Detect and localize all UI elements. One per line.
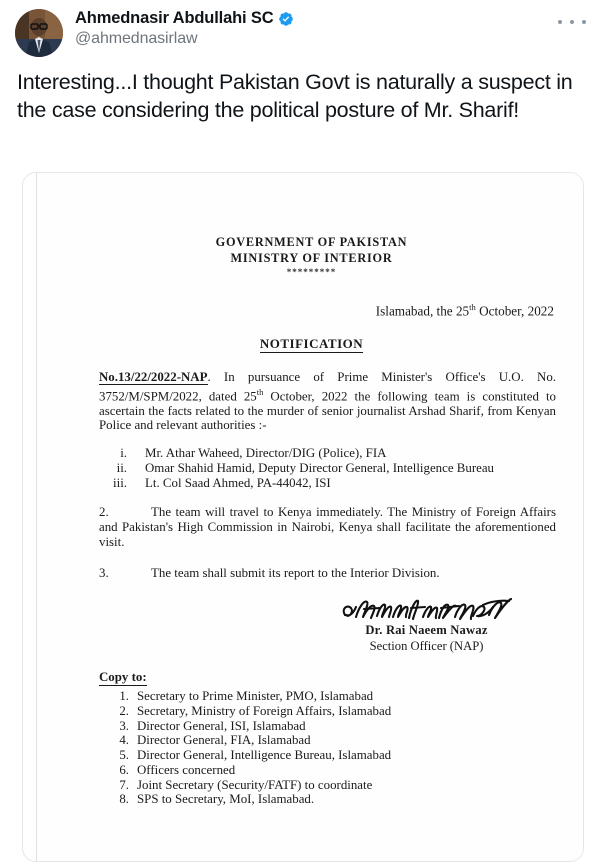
list-item [99, 778, 556, 793]
copy-to-section [99, 670, 556, 807]
scanned-document-image[interactable] [36, 173, 584, 862]
list-number: 6. [119, 762, 129, 777]
document-date [37, 302, 584, 319]
list-item [99, 719, 556, 734]
signatory-title: Section Officer (NAP) [369, 638, 484, 653]
verified-badge-icon [278, 11, 294, 27]
list-numeral: i. [120, 446, 127, 461]
list-text: Secretary, Ministry of Foreign Affairs, Islamabad [137, 704, 392, 719]
document-body [37, 173, 584, 807]
paragraph-2-number: 2. [99, 505, 109, 520]
dot [558, 20, 562, 24]
paragraph-3-text: The team shall submit its report to the Interior Division. [151, 566, 440, 581]
display-name[interactable]: Ahmednasir Abdullahi SC [75, 9, 274, 27]
paragraph-2-text: The team will travel to Kenya immediately. The Ministry of Foreign Affairs and Pakistan's High Commission in Nairobi, Kenya shall facilitate the aforementioned visit. [99, 505, 556, 549]
list-item [99, 763, 556, 778]
copy-to-heading: Copy to: [99, 670, 147, 687]
list-text: Lt. Col Saad Ahmed, PA-44042, ISI [145, 475, 331, 490]
reference-number: No.13/22/2022-NAP [99, 370, 208, 385]
tweet-header [0, 0, 602, 56]
avatar[interactable] [15, 9, 63, 57]
list-item [99, 689, 556, 704]
list-number: 3. [119, 718, 129, 733]
list-item [99, 748, 556, 763]
paragraph-1-part-a: . In pursuance of Prime Minister's Office's U.O. No. 3752/M/SPM/2022, dated 25 [99, 370, 556, 404]
list-item [99, 733, 556, 748]
list-item [99, 476, 556, 491]
tweet-text: Interesting...I thought Pakistan Govt is naturally a suspect in the case considering the political posture of Mr. Sharif! [17, 70, 579, 122]
date-suffix: October, 2022 [475, 303, 554, 319]
document-title [37, 336, 584, 352]
list-text: Omar Shahid Hamid, Deputy Director General, Intelligence Bureau [145, 460, 494, 475]
document-paragraph-1 [99, 370, 556, 433]
letterhead-line-2: MINISTRY OF INTERIOR [230, 250, 393, 265]
dot [582, 20, 586, 24]
tweet-media-card[interactable] [22, 172, 584, 862]
list-number: 5. [119, 748, 129, 763]
letterhead-line-1: GOVERNMENT OF PAKISTAN [215, 235, 408, 249]
list-item [99, 704, 556, 719]
document-paragraph-3 [99, 566, 556, 581]
date-prefix: Islamabad, the 25 [375, 303, 470, 319]
document-title-text: NOTIFICATION [259, 336, 364, 352]
paragraph-1-part-b: October, 2022 the following team is constituted to ascertain the facts related to the murder of senior journalist Arshad Sharif, from Kenyan Police and relevant authorities :- [99, 389, 557, 433]
list-text: Officers concerned [137, 762, 236, 777]
star-divider: ********* [286, 267, 337, 277]
list-number: 1. [119, 689, 129, 704]
list-number: 4. [119, 733, 129, 748]
list-text: Joint Secretary (Security/FATF) to coordinate [137, 777, 373, 792]
paragraph-3-number: 3. [99, 566, 109, 581]
paragraph-1-ordinal-suffix: th [256, 386, 264, 397]
date-ordinal-suffix: th [469, 302, 476, 312]
more-options-icon[interactable] [558, 13, 586, 31]
list-text: Director General, ISI, Islamabad [137, 718, 306, 733]
list-numeral: ii. [116, 460, 127, 475]
signatory-name: Dr. Rai Naeem Nawaz [365, 622, 488, 637]
list-number: 8. [119, 792, 129, 807]
list-text: Secretary to Prime Minister, PMO, Islamabad [137, 689, 374, 704]
document-letterhead [37, 235, 584, 266]
list-number: 2. [119, 704, 129, 719]
signature-block [37, 595, 584, 654]
document-paragraph-2 [99, 505, 556, 549]
copy-to-heading-wrap [99, 670, 556, 687]
list-text: Director General, Intelligence Bureau, Islamabad [137, 748, 392, 763]
identity-block [75, 8, 294, 48]
list-text: Mr. Athar Waheed, Director/DIG (Police), FIA [145, 446, 387, 461]
list-item [99, 461, 556, 476]
team-member-list [99, 446, 556, 490]
list-item [99, 792, 556, 807]
list-numeral: iii. [113, 475, 127, 490]
copy-to-list [99, 689, 556, 807]
user-handle[interactable]: @ahmednasirlaw [75, 29, 198, 47]
list-text: Director General, FIA, Islamabad [137, 733, 311, 748]
list-number: 7. [119, 777, 129, 792]
name-row [75, 9, 294, 28]
list-item [99, 446, 556, 461]
dot [570, 20, 574, 24]
list-text: SPS to Secretary, MoI, Islamabad. [137, 792, 315, 807]
